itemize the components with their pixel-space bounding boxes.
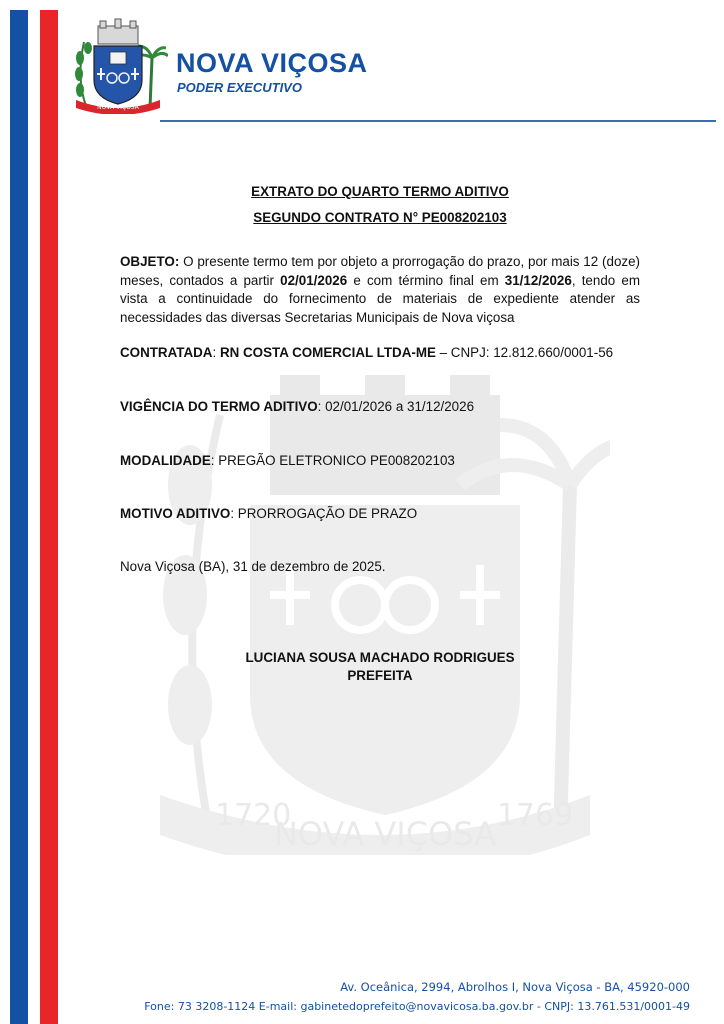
objeto-text-3: , tendo em vista a continuidade do fornecimento de materiais de expediente atender as necessidades das diversas Secretarias Municipais de Nova viçosa [120,272,640,325]
contratada-label: CONTRATADA [120,345,213,360]
motivo-line [120,505,640,524]
objeto-paragraph [120,253,640,327]
objeto-label: OBJETO: [120,254,180,269]
objeto-end-date: 31/12/2026 [504,272,572,288]
motivo-label: MOTIVO ADITIVO [120,506,231,521]
city-crest-logo [68,18,168,114]
blue-side-stripe [10,10,28,1024]
header-divider [160,120,716,122]
place-date: Nova Viçosa (BA), 31 de dezembro de 2025. [120,559,386,574]
objeto-text-1: O presente termo tem por objeto a prorrogação do prazo, por mais 12 (doze) meses, contados a partir [120,254,640,288]
objeto-start-date: 02/01/2026 [280,272,348,288]
crest-banner-text: NOVA VIÇOSA [97,104,139,111]
signatory-role: PREFEITA [347,668,413,683]
motivo-value: : PRORROGAÇÃO DE PRAZO [230,506,418,521]
document-title: EXTRATO DO QUARTO TERMO ADITIVO [251,184,509,199]
red-side-stripe [40,10,58,1024]
contract-number-title: SEGUNDO CONTRATO N° PE008202103 [253,210,507,225]
brand-subtitle: PODER EXECUTIVO [177,80,302,95]
contratada-line [120,344,640,363]
contratada-cnpj: – CNPJ: 12.812.660/0001-56 [435,345,614,360]
watermark-year-right: 1769 [496,798,574,833]
footer-contact: Fone: 73 3208-1124 E-mail: gabinetedoprefeito@novavicosa.ba.gov.br - CNPJ: 13.761.531/0001-49 [144,1000,690,1013]
modalidade-label: MODALIDADE [120,453,211,468]
watermark-city: NOVA VIÇOSA [273,815,497,853]
brand-name: NOVA VIÇOSA [176,48,368,78]
contratada-company: RN COSTA COMERCIAL LTDA-ME [219,345,436,360]
vigencia-label: VIGÊNCIA DO TERMO ADITIVO [120,399,318,414]
modalidade-line [120,452,640,471]
vigencia-value: : 02/01/2026 a 31/12/2026 [317,399,475,414]
modalidade-value: : PREGÃO ELETRONICO PE008202103 [210,453,455,468]
footer-address: Av. Oceânica, 2994, Abrolhos I, Nova Viçosa - BA, 45920-000 [340,980,690,994]
watermark-year-left: 1720 [215,798,292,833]
vigencia-line [120,398,640,417]
signatory-name: LUCIANA SOUSA MACHADO RODRIGUES [245,650,515,665]
objeto-text-2: e com término final em [347,272,505,288]
crest-watermark [140,375,610,855]
contratada-separator: : [212,345,220,360]
